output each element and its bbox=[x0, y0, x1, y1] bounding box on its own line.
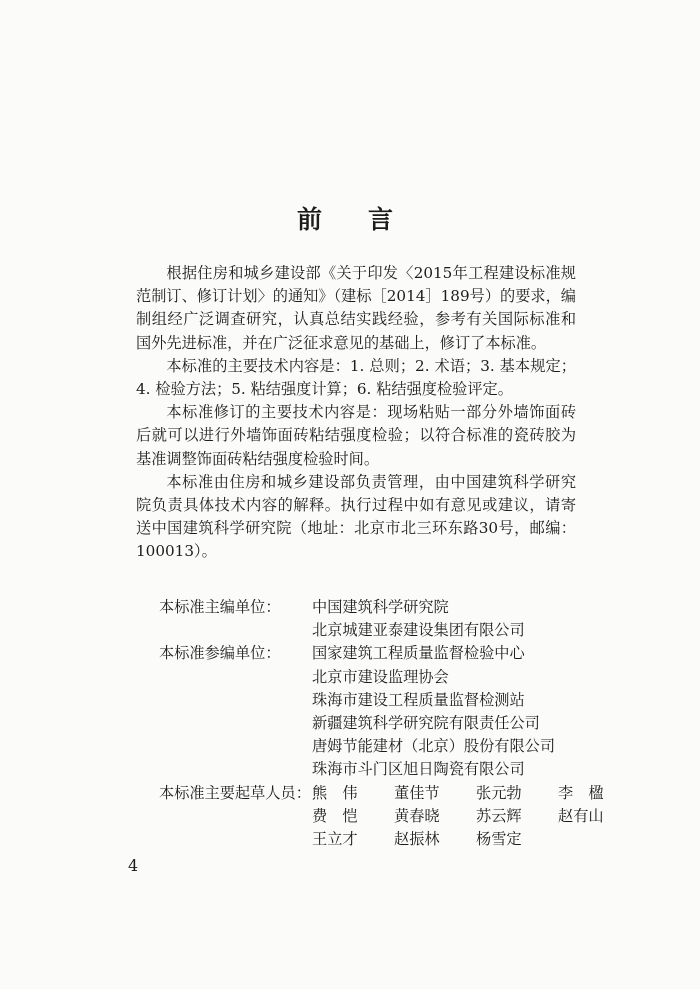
chief-units-row bbox=[136, 596, 576, 642]
page-number: 4 bbox=[128, 856, 139, 875]
participating-unit-item: 新疆建筑科学研究院有限责任公司 bbox=[312, 714, 540, 733]
drafter-name: 李 楹 bbox=[558, 783, 604, 802]
drafter-name: 熊 伟 bbox=[312, 783, 358, 802]
drafter-name: 张元勃 bbox=[476, 783, 522, 802]
drafter-name: 杨雪定 bbox=[476, 830, 522, 849]
participating-unit-item: 珠海市斗门区旭日陶瓷有限公司 bbox=[312, 760, 525, 779]
participating-units-list bbox=[312, 642, 576, 781]
drafter-name: 王立才 bbox=[312, 830, 358, 849]
preface-body bbox=[136, 262, 576, 564]
drafter-name: 黄春晓 bbox=[394, 806, 440, 825]
drafters-list bbox=[312, 782, 624, 852]
title-char-2: 言 bbox=[368, 205, 394, 234]
drafter-name: 赵振林 bbox=[394, 830, 440, 849]
drafter-name: 费 恺 bbox=[312, 806, 358, 825]
paragraph-2: 本标准的主要技术内容是：1. 总则；2. 术语；3. 基本规定；4. 检验方法；5. 粘结强度计算；6. 粘结强度检验评定。 bbox=[136, 356, 576, 399]
drafter-name: 赵有山 bbox=[558, 806, 604, 825]
credits-section bbox=[136, 596, 604, 851]
participating-unit-item: 国家建筑工程质量监督检验中心 bbox=[312, 644, 525, 663]
participating-unit-item: 唐姆节能建材（北京）股份有限公司 bbox=[312, 737, 555, 756]
participating-units-label: 本标准参编单位： bbox=[159, 644, 281, 663]
title-char-1: 前 bbox=[297, 205, 323, 234]
paragraph-1: 根据住房和城乡建设部《关于印发〈2015年工程建设标准规范制订、修订计划〉的通知》（建标［2014］189号）的要求，编制组经广泛调查研究，认真总结实践经验，参考有关国际标准和国外先进标准，并在广泛征求意见的基础上，修订了本标准。 bbox=[136, 264, 576, 352]
paragraph-4: 本标准由住房和城乡建设部负责管理，由中国建筑科学研究院负责具体技术内容的解释。执行过程中如有意见或建议，请寄送中国建筑科学研究院（地址：北京市北三环东路30号，邮编：100013）。 bbox=[136, 472, 576, 561]
chief-units-list bbox=[312, 596, 576, 642]
participating-unit-item: 珠海市建设工程质量监督检测站 bbox=[312, 690, 525, 709]
drafter-name: 董佳节 bbox=[394, 783, 440, 802]
drafters-label: 本标准主要起草人员： bbox=[159, 783, 311, 802]
chief-unit-item: 中国建筑科学研究院 bbox=[312, 598, 449, 616]
participating-unit-item: 北京市建设监理协会 bbox=[312, 667, 449, 686]
chief-units-label: 本标准主编单位： bbox=[159, 598, 281, 616]
paragraph-3: 本标准修订的主要技术内容是：现场粘贴一部分外墙饰面砖后就可以进行外墙饰面砖粘结强度检验；以符合标准的瓷砖胶为基准调整饰面砖粘结强度检验时间。 bbox=[136, 403, 576, 468]
drafters-row bbox=[136, 782, 604, 852]
participating-units-row bbox=[136, 642, 576, 781]
chief-unit-item: 北京城建亚泰建设集团有限公司 bbox=[312, 621, 525, 640]
drafter-name: 苏云辉 bbox=[476, 806, 522, 825]
